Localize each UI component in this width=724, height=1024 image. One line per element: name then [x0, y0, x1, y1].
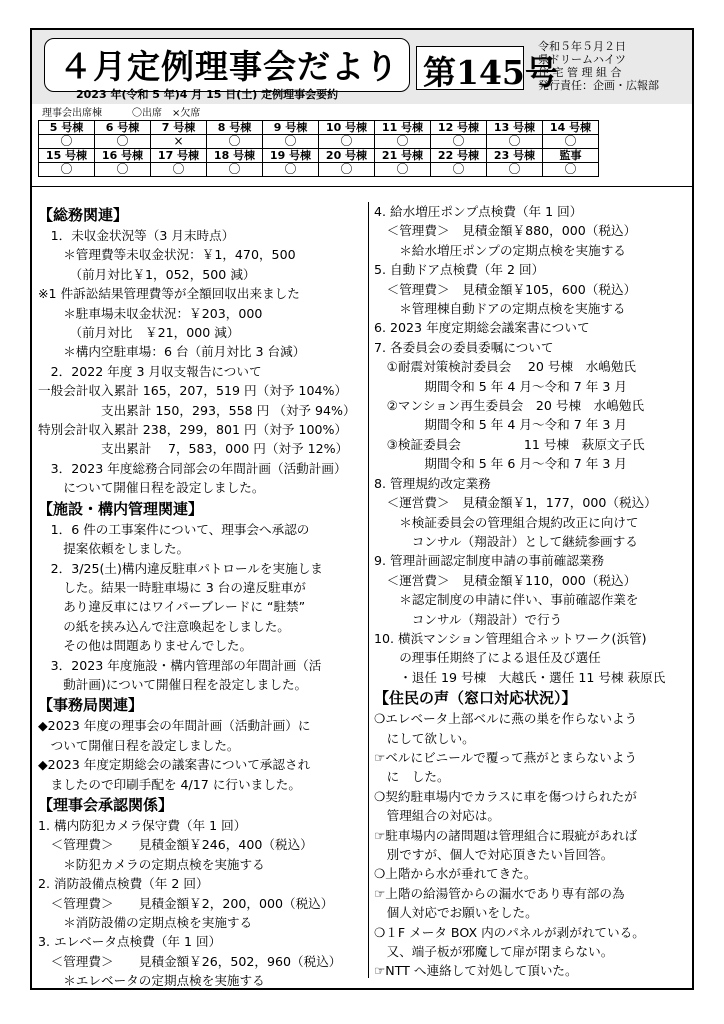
- attendance-caption: 理事会出席棟 〇出席 ×欠席: [42, 108, 201, 119]
- attendance-mark: 〇: [487, 163, 543, 177]
- title-box: [44, 38, 410, 92]
- attendance-building: 10 号棟: [319, 121, 375, 135]
- attendance-building: 17 号棟: [151, 149, 207, 163]
- attendance-mark: 〇: [543, 163, 599, 177]
- attendance-mark: 〇: [319, 135, 375, 149]
- text-line: 支出累計 150，293，558 円 （対予 94%）: [38, 402, 356, 418]
- text-line: 管理組合の対応は。: [374, 808, 500, 824]
- text-line: ※1 件訴訟結果管理費等が全額回収出来ました: [38, 286, 300, 302]
- attendance-mark: 〇: [263, 135, 319, 149]
- text-line: ＜管理費＞ 見積金額￥880，000（税込）: [374, 223, 637, 239]
- text-line: ＊消防設備の定期点検を実施する: [38, 915, 253, 930]
- attendance-mark: 〇: [207, 135, 263, 149]
- text-line: 別ですが、個人で対応頂きたい旨回答。: [374, 847, 614, 862]
- text-line: の理事任期終了による退任及び選任: [374, 650, 601, 666]
- text-line: 個人対応でお願いをした。: [374, 905, 538, 921]
- text-line: 8. 管理規約改定業務: [374, 475, 491, 491]
- section-heading: 【施設・構内管理関連】: [38, 499, 204, 518]
- attendance-mark: 〇: [431, 135, 487, 149]
- text-line: コンサル（翔設計）で行う: [374, 611, 563, 627]
- attendance-mark: 〇: [263, 163, 319, 177]
- attendance-building: 18 号棟: [207, 149, 263, 163]
- section-heading: 【事務局関連】: [38, 696, 144, 715]
- attendance-building: 21 号棟: [375, 149, 431, 163]
- meeting-subtitle: 2023 年(令和 5 年)4 月 15 日(土) 定例理事会要約: [76, 88, 339, 101]
- masthead: [32, 30, 692, 104]
- text-line: 2．2022 年度 3 月収支報告について: [38, 363, 262, 379]
- attendance-building: 12 号棟: [431, 121, 487, 135]
- text-line: 期間令和 5 年 4 月～令和 7 年 3 月: [374, 378, 627, 394]
- text-line: ＜管理費＞ 見積金額￥105，600（税込）: [374, 281, 637, 297]
- text-line: ＜管理費＞ 見積金額￥2，200，000（税込）: [38, 895, 334, 911]
- text-line: ☞ベルにビニールで覆って燕がとまらないよう: [374, 749, 637, 765]
- org-name-2: 住 宅 管 理 組 合: [538, 66, 622, 79]
- attendance-mark: 〇: [95, 135, 151, 149]
- left-column: [38, 204, 366, 991]
- text-line: した。結果一時駐車場に 3 台の違反駐車が: [38, 579, 306, 595]
- text-line: コンサル（翔設計）として継続参画する: [374, 533, 638, 549]
- text-line: ❍契約駐車場内でカラスに車を傷つけられたが: [374, 788, 637, 804]
- text-line: （前月対比 ￥21，000 減）: [38, 325, 240, 341]
- publisher: 発行責任：企画・広報部: [538, 79, 659, 92]
- attendance-mark: 〇: [151, 163, 207, 177]
- text-line: 6. 2023 年度定期総会議案書について: [374, 320, 590, 336]
- text-line: 5. 自動ドア点検費（年 2 回）: [374, 262, 545, 278]
- attendance-building: 15 号棟: [39, 149, 95, 163]
- attendance-mark: 〇: [39, 163, 95, 177]
- header-divider: [32, 186, 692, 187]
- text-line: について開催日程を設定しました。: [38, 480, 265, 496]
- attendance-building: 16 号棟: [95, 149, 151, 163]
- text-line: ＊構内空駐車場：6 台（前月対比 3 台減）: [38, 344, 306, 360]
- section-heading: 【住民の声（窓口対応状況）】: [374, 689, 577, 708]
- attendance-mark: 〇: [543, 135, 599, 149]
- text-line: ②マンション再生委員会 20 号棟 水嶋勉氏: [374, 398, 645, 414]
- text-line: 3. エレベータ点検費（年 1 回）: [38, 934, 222, 950]
- text-line: ①耐震対策検討委員会 20 号棟 水嶋勉氏: [374, 359, 637, 375]
- issue-number-box: [416, 46, 558, 92]
- newsletter-frame: [30, 28, 694, 990]
- text-line: 提案依頼をしました。: [38, 541, 190, 557]
- text-line: 1．6 件の工事案件について、理事会へ承認の: [38, 521, 310, 537]
- right-column: [374, 202, 694, 981]
- text-line: ＊駐車場未収金状況：￥203，000: [38, 305, 263, 321]
- text-line: ＊給水増圧ポンプの定期点検を実施する: [374, 242, 626, 258]
- attendance-building: 23 号棟: [487, 149, 543, 163]
- attendance-table: [38, 120, 599, 177]
- page-title: ４月定例理事会だより: [59, 47, 399, 86]
- text-line: ❍１F メータ BOX 内のパネルが剥がれている。: [374, 924, 645, 940]
- text-line: ③検証委員会 11 号棟 萩原文子氏: [374, 436, 645, 452]
- text-line: ＊防犯カメラの定期点検を実施する: [38, 856, 265, 872]
- text-line: 期間令和 5 年 6 月～令和 7 年 3 月: [374, 456, 627, 472]
- text-line: 期間令和 5 年 4 月～令和 7 年 3 月: [374, 417, 627, 433]
- text-line: ☞駐車場内の諸問題は管理組合に瑕疵があれば: [374, 827, 638, 843]
- text-line: （前月対比￥1，052，500 減）: [38, 266, 256, 282]
- text-line: その他は問題ありませんでした。: [38, 638, 253, 654]
- text-line: 1．未収金状況等（3 月末時点）: [38, 228, 235, 243]
- attendance-mark: 〇: [95, 163, 151, 177]
- text-line: 3．2023 年度施設・構内管理部の年間計画（活: [38, 657, 322, 673]
- attendance-mark: 〇: [319, 163, 375, 177]
- text-line: ＜管理費＞ 見積金額￥246，400（税込）: [38, 837, 313, 853]
- text-line: 3．2023 年度総務合同部会の年間計画（活動計画）: [38, 460, 347, 476]
- attendance-building: 19 号棟: [263, 149, 319, 163]
- text-line: ＊管理費等未収金状況：￥1，470，500: [38, 247, 296, 263]
- attendance-building: 22 号棟: [431, 149, 487, 163]
- text-line: ＊エレベータの定期点検を実施する: [38, 973, 265, 989]
- attendance-building: 6 号棟: [95, 121, 151, 135]
- attendance-building: 20 号棟: [319, 149, 375, 163]
- attendance-building: 監事: [543, 149, 599, 163]
- attendance-mark: 〇: [487, 135, 543, 149]
- text-line: 9. 管理計画認定制度申請の事前確認業務: [374, 553, 605, 569]
- text-line: 10. 横浜マンション管理組合ネットワーク(浜管): [374, 630, 647, 646]
- attendance-mark: ×: [151, 135, 207, 149]
- section-heading: 【理事会承認関係】: [38, 795, 174, 814]
- text-line: ＜運営費＞ 見積金額￥1，177，000（税込）: [374, 495, 657, 511]
- text-line: の紙を挟み込んで注意喚起をしました。: [38, 618, 290, 634]
- attendance-mark: 〇: [375, 163, 431, 177]
- attendance-mark: 〇: [375, 135, 431, 149]
- attendance-building: 14 号棟: [543, 121, 599, 135]
- text-line: ☞NTT へ連絡して対処して頂いた。: [374, 963, 578, 979]
- attendance-mark: 〇: [39, 135, 95, 149]
- text-line: 又、端子板が邪魔して扉が閉まらない。: [374, 944, 614, 960]
- text-line: に した。: [374, 769, 450, 785]
- text-line: ついて開催日程を設定しました。: [38, 737, 240, 753]
- text-line: 支出累計 7，583，000 円（対予 12%）: [38, 441, 349, 457]
- attendance-building-row: [39, 121, 599, 135]
- text-line: ❍エレベータ上部ベルに燕の巣を作らないよう: [374, 711, 638, 727]
- text-line: 4. 給水増圧ポンプ点検費（年 1 回）: [374, 204, 583, 219]
- attendance-mark: 〇: [207, 163, 263, 177]
- text-line: 2. 消防設備点検費（年 2 回）: [38, 876, 209, 892]
- attendance-building: 5 号棟: [39, 121, 95, 135]
- text-line: ❍上階から水が垂れてきた。: [374, 866, 537, 882]
- text-line: ◆2023 年度の理事会の年間計画（活動計画）に: [38, 718, 311, 734]
- attendance-building: 13 号棟: [487, 121, 543, 135]
- attendance-mark-row: [39, 163, 599, 177]
- text-line: 動計画)について開催日程を設定しました。: [38, 676, 308, 692]
- attendance-building: 8 号棟: [207, 121, 263, 135]
- text-line: ・退任 19 号棟 大越氏・選任 11 号棟 萩原氏: [374, 669, 666, 685]
- text-line: ＜運営費＞ 見積金額￥110，000（税込）: [374, 572, 637, 588]
- publish-date: 令和５年５月２日: [538, 40, 626, 53]
- text-line: 7. 各委員会の委員委嘱について: [374, 339, 554, 355]
- text-line: 一般会計収入累計 165，207，519 円（対予 104%）: [38, 383, 348, 399]
- section-heading: 【総務関連】: [38, 206, 129, 224]
- text-line: ＊検証委員会の管理組合規約改正に向けて: [374, 514, 639, 530]
- column-divider: [368, 202, 369, 978]
- text-line: 2．3/25(土)構内違反駐車パトロールを実施しま: [38, 560, 323, 576]
- attendance-mark-row: [39, 135, 599, 149]
- text-line: 1. 構内防犯カメラ保守費（年 1 回）: [38, 817, 247, 833]
- publisher-info: [538, 40, 659, 92]
- issue-number: 第145号: [423, 53, 558, 92]
- attendance-building: 9 号棟: [263, 121, 319, 135]
- text-line: ＜管理費＞ 見積金額￥26，502，960（税込）: [38, 953, 342, 969]
- attendance-building: 7 号棟: [151, 121, 207, 135]
- text-line: ＊管理棟自動ドアの定期点検を実施する: [374, 301, 626, 317]
- org-name: 県ドリームハイツ: [538, 53, 626, 66]
- text-line: ＊認定制度の申請に伴い、事前確認作業を: [374, 592, 639, 608]
- attendance-mark: 〇: [431, 163, 487, 177]
- attendance-building-row: [39, 149, 599, 163]
- text-line: ◆2023 年度定期総会の議案書について承認され: [38, 757, 311, 773]
- attendance-building: 11 号棟: [375, 121, 431, 135]
- text-line: ☞上階の給湯管からの漏水であり専有部の為: [374, 885, 625, 901]
- text-line: にして欲しい。: [374, 730, 475, 746]
- text-line: あり違反車にはワイパーブレードに “駐禁”: [38, 599, 306, 615]
- text-line: ましたので印刷手配を 4/17 に行いました。: [38, 776, 301, 792]
- text-line: 特別会計収入累計 238，299，801 円（対予 100%）: [38, 422, 348, 438]
